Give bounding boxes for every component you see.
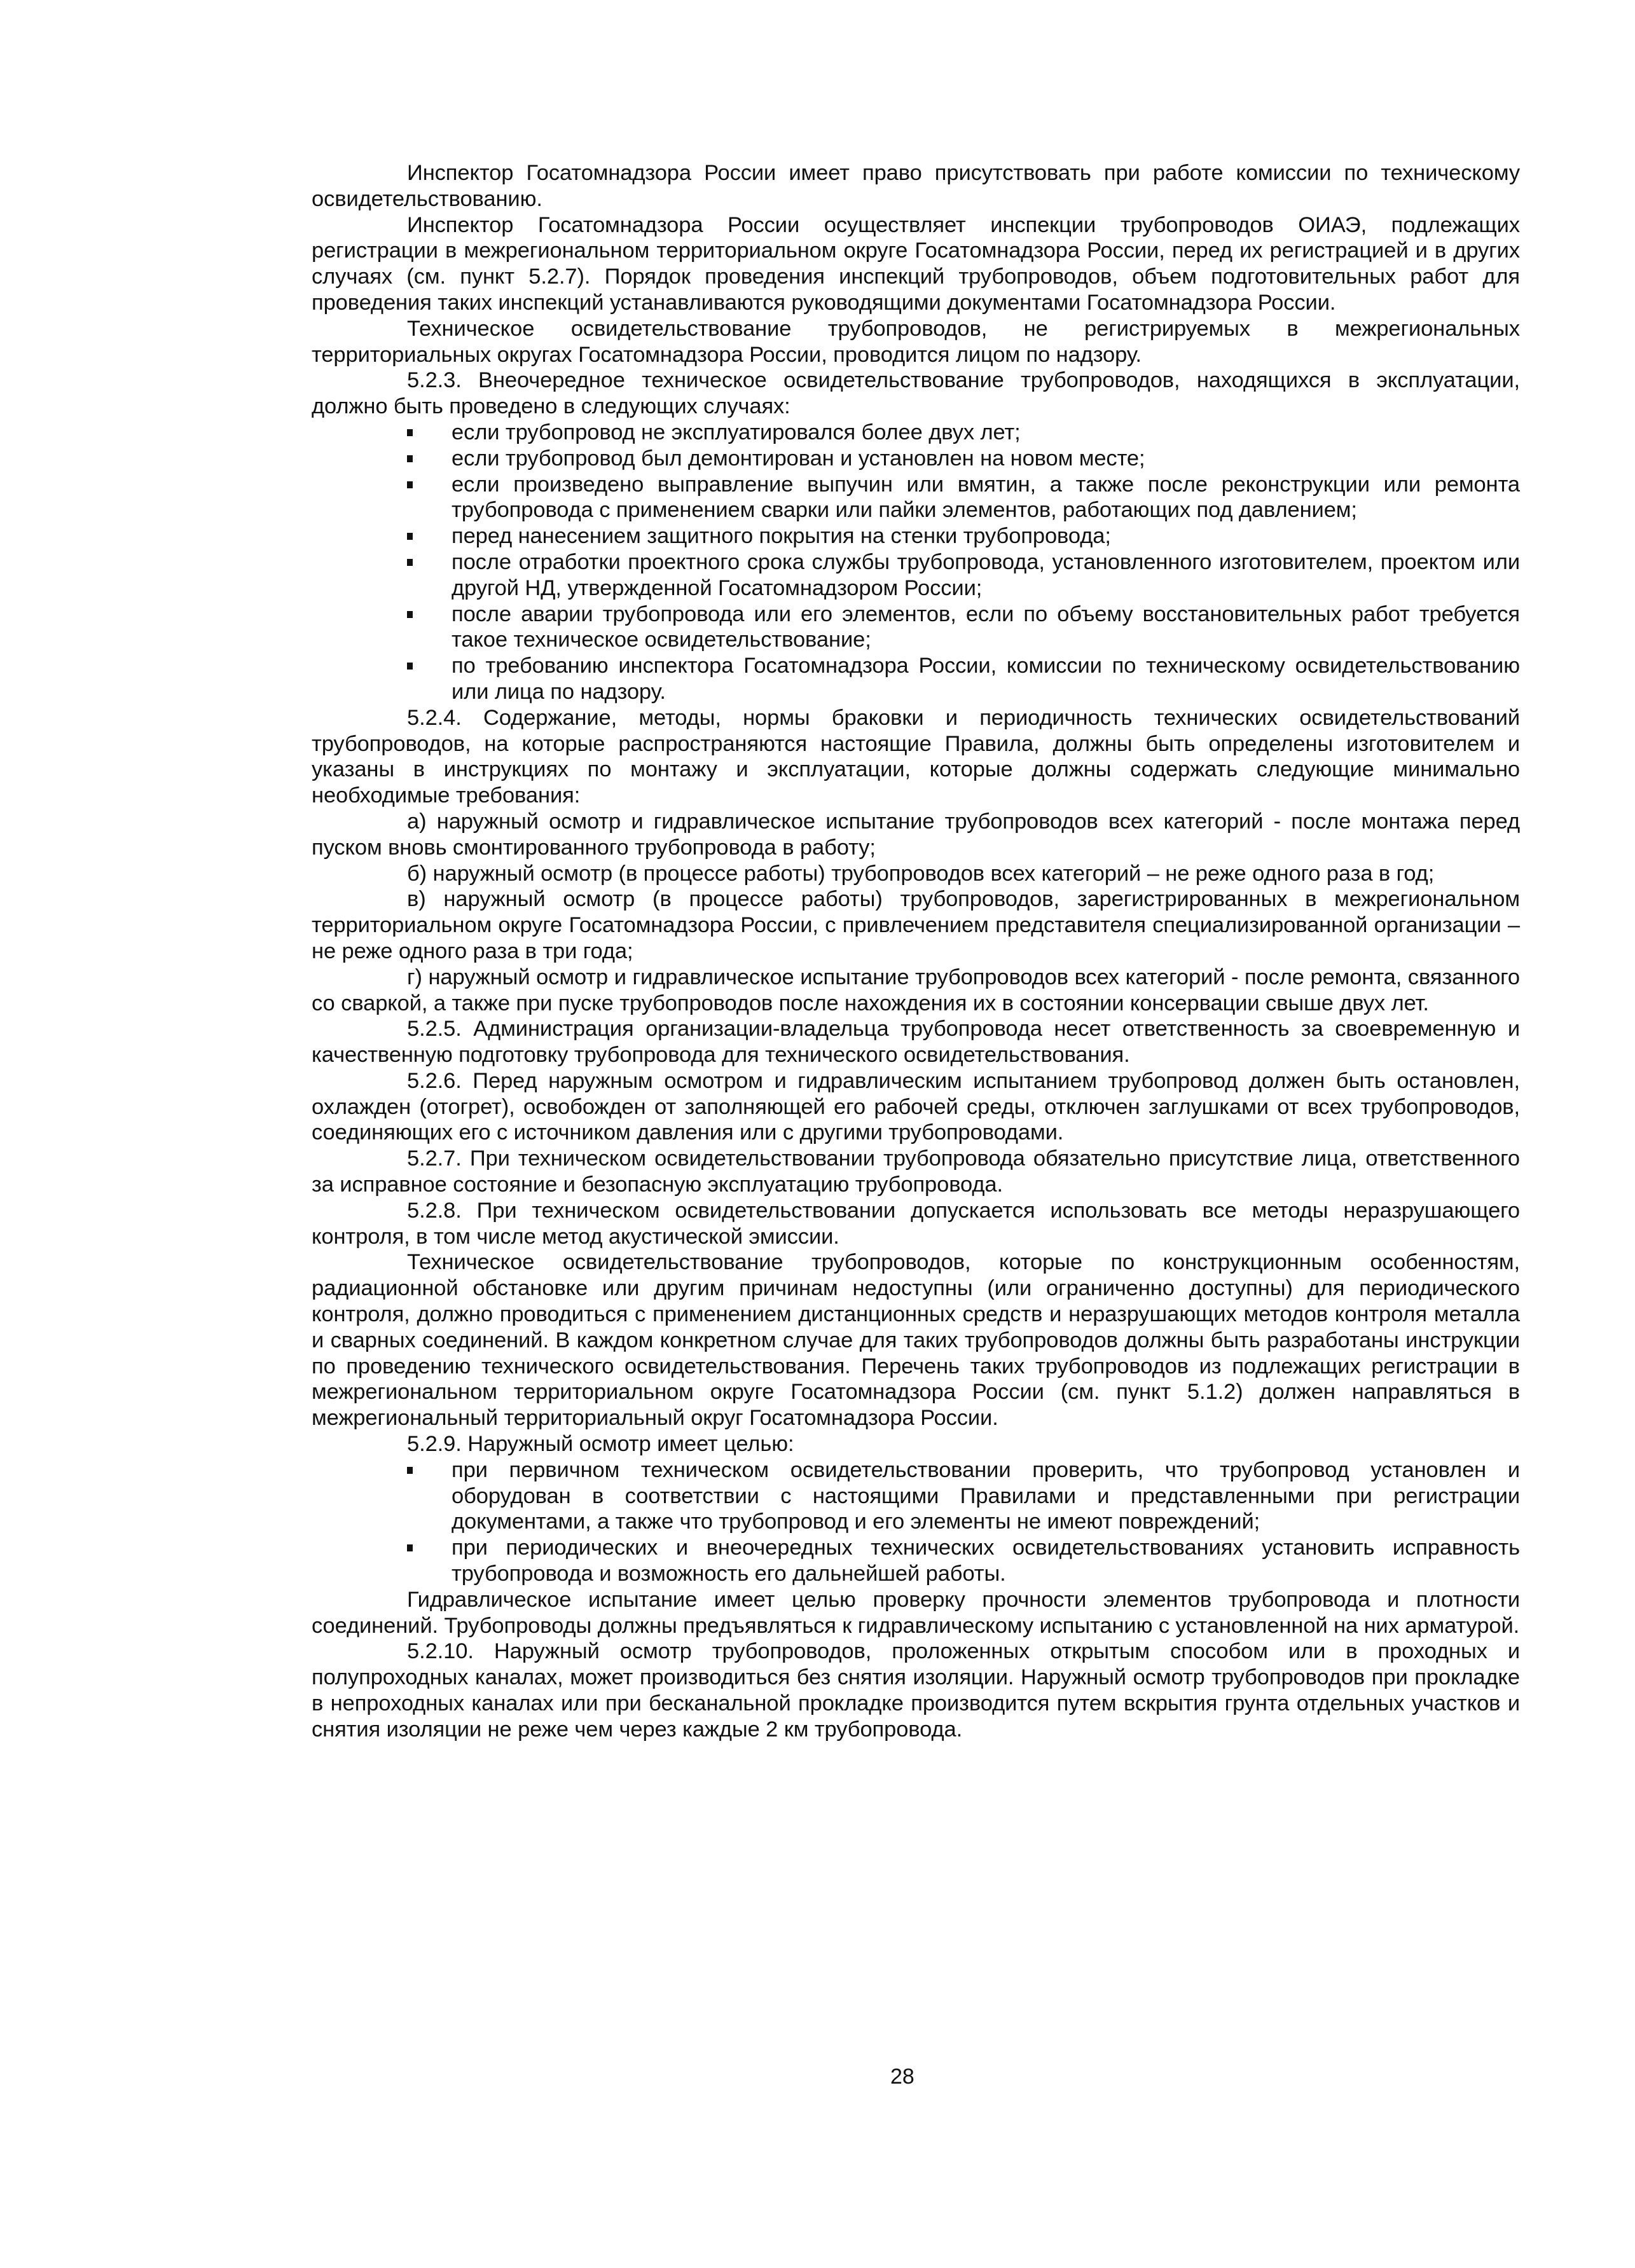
list-item: после аварии трубопровода или его элементов, если по объему восстановительных работ требуется такое техническое освидетельствование; — [312, 601, 1520, 654]
paragraph-5-2-3: 5.2.3. Внеочередное техническое освидетельствование трубопроводов, находящихся в эксплуатации, должно быть проведено в следующих случаях: — [312, 368, 1520, 419]
list-item: по требованию инспектора Госатомнадзора России, комиссии по техническому освидетельствованию или лица по надзору. — [312, 653, 1520, 705]
paragraph-remote-control: Техническое освидетельствование трубопроводов, которые по конструкционным особенностям, радиационной обстановке или другим причинам недоступны (или ограниченно доступны) для периодического контроля, должно проводиться с применением дистанционных средств и неразрушающих методов контроля металла и сварных соединений. В каждом конкретном случае для таких трубопроводов должны быть разработаны инструкции по проведению технического освидетельствования. Перечень таких трубопроводов из подлежащих регистрации в межрегиональном территориальном округе Госатомнадзора России (см. пункт 5.1.2) должен направляться в межрегиональный территориальный округ Госатомнадзора России. — [312, 1250, 1520, 1431]
paragraph-5-2-5: 5.2.5. Администрация организации-владельца трубопровода несет ответственность за своевременную и качественную подготовку трубопровода для технического освидетельствования. — [312, 1017, 1520, 1068]
paragraph-inspector-right: Инспектор Госатомнадзора России имеет право присутствовать при работе комиссии по техническому освидетельствованию. — [312, 161, 1520, 211]
paragraph-item-v: в) наружный осмотр (в процессе работы) трубопроводов, зарегистрированных в межрегиональном территориальном округе Госатомнадзора России, с привлечением представителя специализированной организации – не реже одного раза в три года; — [312, 887, 1520, 963]
paragraph-5-2-10: 5.2.10. Наружный осмотр трубопроводов, проложенных открытым способом или в проходных и полупроходных каналах, может производиться без снятия изоляции. Наружный осмотр трубопроводов при прокладке в непроходных каналах или при бесканальной прокладке производится путем вскрытия грунта отдельных участков и снятия изоляции не реже чем через каждые 2 км трубопровода. — [312, 1639, 1520, 1742]
paragraph-5-2-8: 5.2.8. При техническом освидетельствовании допускается использовать все методы неразрушающего контроля, в том числе метод акустической эмиссии. — [312, 1198, 1520, 1249]
list-item: если трубопровод был демонтирован и установлен на новом месте; — [312, 446, 1520, 472]
list-extraordinary-cases — [312, 420, 1520, 705]
paragraph-inspector-inspections: Инспектор Госатомнадзора России осуществляет инспекции трубопроводов ОИАЭ, подлежащих регистрации в межрегиональном территориальном округе Госатомнадзора России, перед их регистрацией и в других случаях (см. пункт 5.2.7). Порядок проведения инспекций трубопроводов, объем подготовительных работ для проведения таких инспекций устанавливаются руководящими документами Госатомнадзора России. — [312, 212, 1520, 315]
paragraph-item-b: б) наружный осмотр (в процессе работы) трубопроводов всех категорий – не реже одного раза в год; — [407, 861, 1435, 886]
paragraph-hydraulic-test: Гидравлическое испытание имеет целью проверку прочности элементов трубопровода и плотности соединений. Трубопроводы должны предъявляться к гидравлическому испытанию с установленной на них арматурой. — [312, 1587, 1520, 1638]
list-item: перед нанесением защитного покрытия на стенки трубопровода; — [312, 523, 1520, 549]
list-item: при первичном техническом освидетельствовании проверить, что трубопровод установлен и оборудован в соответствии с настоящими Правилами и представленными при регистрации документами, а также что трубопровод и его элементы не имеют повреждений; — [312, 1457, 1520, 1535]
paragraph-5-2-7: 5.2.7. При техническом освидетельствовании трубопровода обязательно присутствие лица, ответственного за исправное состояние и безопасную эксплуатацию трубопровода. — [312, 1146, 1520, 1197]
document-body — [312, 160, 1520, 1743]
page-number: 28 — [890, 2065, 914, 2089]
paragraph-5-2-9: 5.2.9. Наружный осмотр имеет целью: — [407, 1432, 794, 1457]
paragraph-item-g: г) наружный осмотр и гидравлическое испытание трубопроводов всех категорий - после ремонта, связанного со сваркой, а также при пуске трубопроводов после нахождения их в состоянии консервации свыше двух лет. — [312, 965, 1520, 1015]
paragraph-non-registered: Техническое освидетельствование трубопроводов, не регистрируемых в межрегиональных территориальных округах Госатомнадзора России, проводится лицом по надзору. — [312, 316, 1520, 367]
paragraph-item-a: а) наружный осмотр и гидравлическое испытание трубопроводов всех категорий - после монтажа перед пуском вновь смонтированного трубопровода в работу; — [312, 809, 1520, 860]
list-item: при периодических и внеочередных технических освидетельствованиях установить исправность трубопровода и возможность его дальнейшей работы. — [312, 1535, 1520, 1587]
paragraph-5-2-4: 5.2.4. Содержание, методы, нормы браковки и периодичность технических освидетельствований трубопроводов, на которые распространяются настоящие Правила, должны быть определены изготовителем и указаны в инструкциях по монтажу и эксплуатации, которые должны содержать следующие минимально необходимые требования: — [312, 705, 1520, 808]
paragraph-5-2-6: 5.2.6. Перед наружным осмотром и гидравлическим испытанием трубопровод должен быть остановлен, охлажден (отогрет), освобожден от заполняющей его рабочей среды, отключен заглушками от всех трубопроводов, соединяющих его с источником давления или с другими трубопроводами. — [312, 1068, 1520, 1145]
list-item: если трубопровод не эксплуатировался более двух лет; — [312, 420, 1520, 446]
list-inspection-purposes — [312, 1457, 1520, 1587]
list-item: если произведено выправление выпучин или вмятин, а также после реконструкции или ремонта трубопровода с применением сварки или пайки элементов, работающих под давлением; — [312, 472, 1520, 524]
list-item: после отработки проектного срока службы трубопровода, установленного изготовителем, проектом или другой НД, утвержденной Госатомнадзором России; — [312, 549, 1520, 601]
